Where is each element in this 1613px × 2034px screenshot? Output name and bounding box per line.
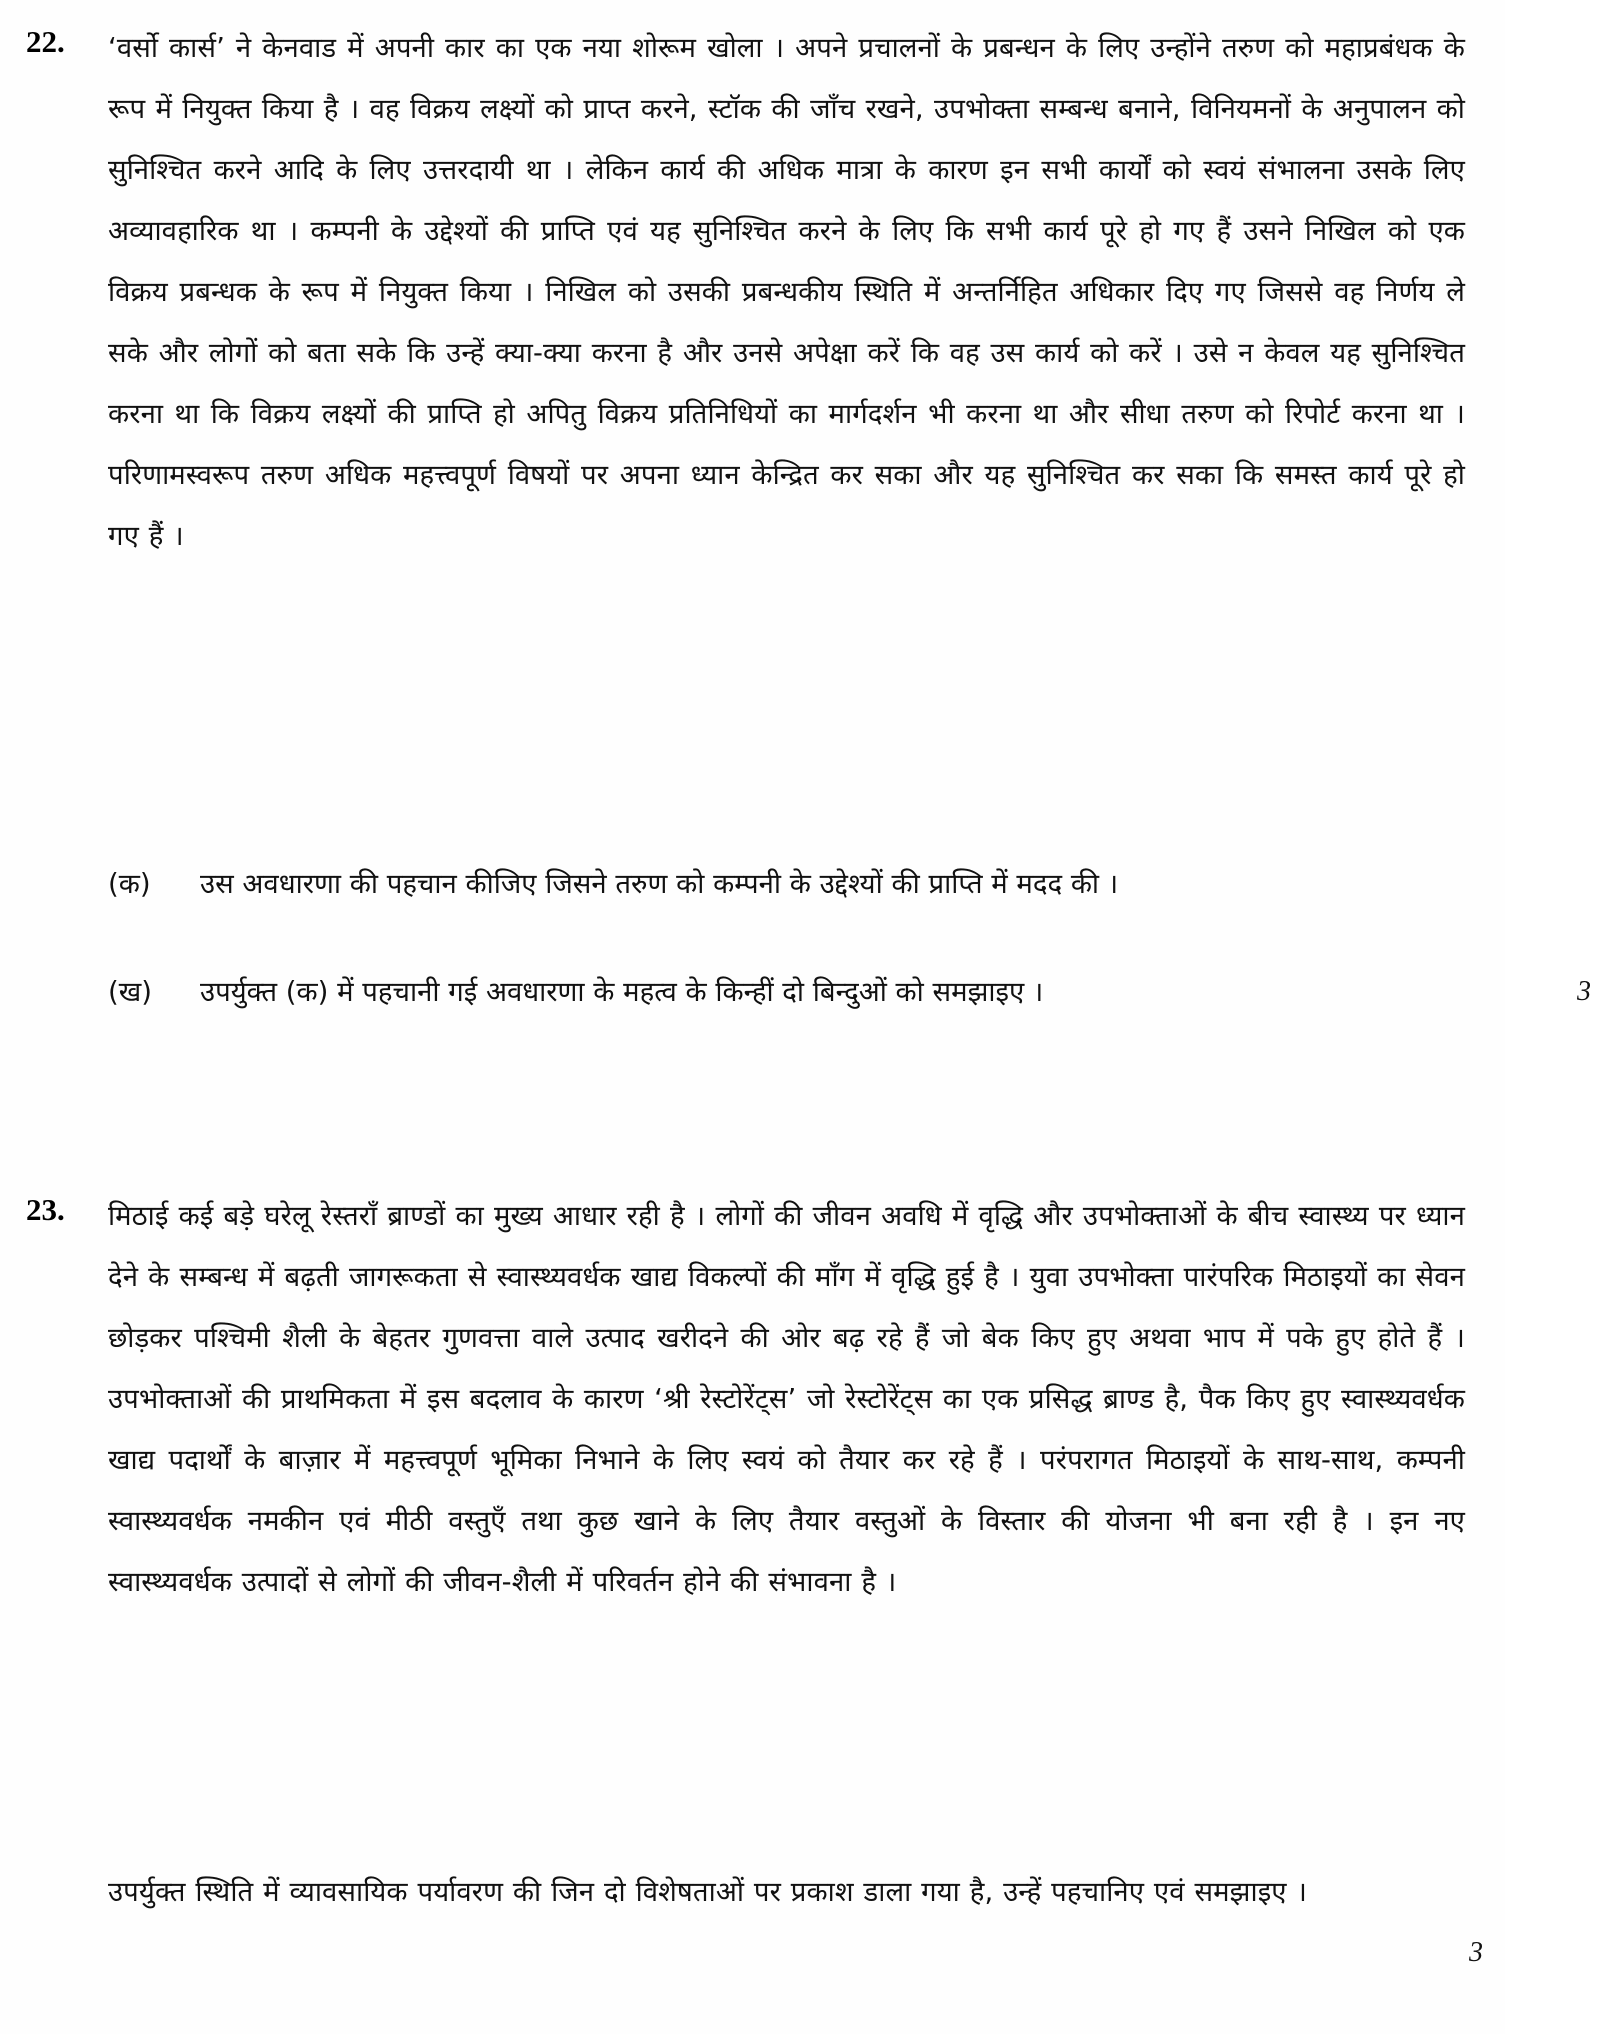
question-22-subpart-b-label: (ख) [108, 976, 152, 1008]
question-23-closing-block [108, 1862, 1505, 1968]
question-22-subpart-a-text: उस अवधारणा की पहचान कीजिए जिसने तरुण को कम्पनी के उद्देश्यों की प्राप्ति में मदद की । [200, 868, 1119, 900]
question-22-paragraph: ‘वर्सो कार्स’ ने केनवाड में अपनी कार का एक नया शोरूम खोला । अपने प्रचालनों के प्रबन्धन के लिए उन्होंने तरुण को महाप्रबंधक के रूप में नियुक्त किया है । वह विक्रय लक्ष्यों को प्राप्त करने, स्टॉक की जाँच रखने, उपभोक्ता सम्बन्ध बनाने, विनियमनों के अनुपालन को सुनिश्चित करने आदि के लिए उत्तरदायी था । लेकिन कार्य की अधिक मात्रा के कारण इन सभी कार्यों को स्वयं संभालना उसके लिए अव्यावहारिक था । कम्पनी के उद्देश्यों की प्राप्ति एवं यह सुनिश्चित करने के लिए कि सभी कार्य पूरे हो गए हैं उसने निखिल को एक विक्रय प्रबन्धक के रूप में नियुक्त किया । निखिल को उसकी प्रबन्धकीय स्थिति में अन्तर्निहित अधिकार दिए गए जिससे वह निर्णय ले सके और लोगों को बता सके कि उन्हें क्या-क्या करना है और उनसे अपेक्षा करें कि वह उस कार्य को करें । उसे न केवल यह सुनिश्चित करना था कि विक्रय लक्ष्यों की प्राप्ति हो अपितु विक्रय प्रतिनिधियों का मार्गदर्शन भी करना था और सीधा तरुण को रिपोर्ट करना था । परिणामस्वरूप तरुण अधिक महत्त्वपूर्ण विषयों पर अपना ध्यान केन्द्रित कर सका और यह सुनिश्चित कर सका कि समस्त कार्य पूरे हो गए हैं । [108, 32, 1465, 552]
question-22-subpart-b [108, 963, 1613, 1021]
question-22-subpart-a-label: (क) [108, 868, 151, 900]
question-22-body [108, 18, 1465, 567]
question-22-number: 22. [26, 24, 65, 59]
question-22-subpart-b-marks: 3 [1577, 976, 1591, 1007]
question-23-number: 23. [26, 1192, 65, 1227]
question-22 [0, 18, 1505, 567]
question-23-paragraph: मिठाई कई बड़े घरेलू रेस्तराँ ब्राण्डों का मुख्य आधार रही है । लोगों की जीवन अवधि में वृद्धि और उपभोक्ताओं के बीच स्वास्थ्य पर ध्यान देने के सम्बन्ध में बढ़ती जागरूकता से स्वास्थ्यवर्धक खाद्य विकल्पों की माँग में वृद्धि हुई है । युवा उपभोक्ता पारंपरिक मिठाइयों का सेवन छोड़कर पश्चिमी शैली के बेहतर गुणवत्ता वाले उत्पाद खरीदने की ओर बढ़ रहे हैं जो बेक किए हुए अथवा भाप में पके हुए होते हैं । उपभोक्ताओं की प्राथमिकता में इस बदलाव के कारण ‘श्री रेस्टोरेंट्स’ जो रेस्टोरेंट्स का एक प्रसिद्ध ब्राण्ड है, पैक किए हुए स्वास्थ्यवर्धक खाद्य पदार्थों के बाज़ार में महत्त्वपूर्ण भूमिका निभाने के लिए स्वयं को तैयार कर रहे हैं । परंपरागत मिठाइयों के साथ-साथ, कम्पनी स्वास्थ्यवर्धक नमकीन एवं मीठी वस्तुएँ तथा कुछ खाने के लिए तैयार वस्तुओं के विस्तार की योजना भी बना रही है । इन नए स्वास्थ्यवर्धक उत्पादों से लोगों की जीवन-शैली में परिवर्तन होने की संभावना है । [108, 1200, 1466, 1598]
question-23-closing-text: उपर्युक्त स्थिति में व्यावसायिक पर्यावरण की जिन दो विशेषताओं पर प्रकाश डाला गया है, उन्हें पहचानिए एवं समझाइए । [108, 1876, 1307, 1908]
question-23-body [108, 1186, 1465, 1613]
question-22-subpart-a [108, 855, 1613, 913]
question-23 [0, 1186, 1505, 1613]
question-23-closing-marks: 3 [1469, 1937, 1483, 1968]
question-22-subpart-b-text: उपर्युक्त (क) में पहचानी गई अवधारणा के महत्व के किन्हीं दो बिन्दुओं को समझाइए । [200, 976, 1044, 1008]
